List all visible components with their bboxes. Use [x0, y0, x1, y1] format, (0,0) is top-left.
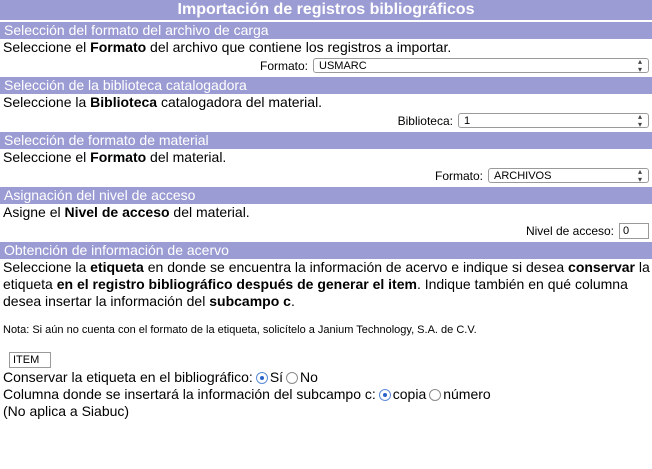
- desc-text: la etiqueta: [3, 259, 650, 292]
- file-format-select[interactable]: [313, 58, 649, 73]
- desc-bold: Formato: [90, 149, 147, 165]
- library-label: Biblioteca:: [397, 113, 453, 128]
- access-level-label: Nivel de acceso:: [525, 223, 614, 238]
- keep-tag-label: Conservar la etiqueta en el bibliográfico:: [3, 369, 253, 385]
- file-format-row: [0, 56, 652, 75]
- section-header-file-format: Selección del formato del archivo de carga: [0, 22, 652, 39]
- access-level-input[interactable]: [619, 223, 649, 239]
- desc-text: . Indique también en qué columna desea insertar la información del: [3, 276, 628, 309]
- access-level-value: 0: [623, 224, 630, 237]
- material-format-row: [0, 166, 652, 185]
- file-format-label: Formato:: [259, 58, 308, 73]
- column-copy-label: copia: [392, 386, 427, 402]
- tag-value: ITEM: [13, 354, 40, 366]
- column-number-label: número: [443, 386, 491, 402]
- select-arrows-icon: ▴ ▾: [637, 56, 642, 74]
- section-header-access-level: Asignación del nivel de acceso: [0, 187, 652, 204]
- select-arrows-icon: ▴ ▾: [637, 166, 642, 184]
- desc-text: del material.: [146, 149, 227, 165]
- keep-no-label: No: [300, 369, 318, 385]
- desc-text: Seleccione el: [3, 149, 91, 165]
- library-select[interactable]: [458, 113, 649, 128]
- tag-row: [0, 350, 652, 369]
- section-header-library: Selección de la biblioteca catalogadora: [0, 77, 652, 94]
- material-format-select[interactable]: [488, 168, 649, 183]
- file-format-value: USMARC: [319, 59, 367, 72]
- acervo-description: [0, 259, 652, 310]
- access-level-row: [0, 221, 652, 240]
- column-number-radio[interactable]: [429, 389, 441, 401]
- acervo-note: Nota: Si aún no cuenta con el formato de la etiqueta, solicítelo a Janium Technology, S.A. de C.V.: [3, 324, 477, 336]
- section-header-material-format: Selección de formato de material: [0, 132, 652, 149]
- desc-text: .: [290, 293, 295, 309]
- keep-yes-radio[interactable]: [256, 372, 268, 384]
- section-desc-file-format: [0, 39, 652, 56]
- desc-bold: en el registro bibliográfico después de generar el item: [56, 276, 417, 292]
- material-format-value: ARCHIVOS: [494, 169, 552, 182]
- library-value: 1: [464, 114, 471, 127]
- section-header-acervo: Obtención de información de acervo: [0, 242, 652, 259]
- desc-bold: Formato: [90, 39, 147, 55]
- keep-no-radio[interactable]: [286, 372, 298, 384]
- siabuc-note: (No aplica a Siabuc): [3, 403, 130, 419]
- desc-text: catalogadora del material.: [157, 94, 323, 110]
- page-title: Importación de registros bibliográficos: [0, 0, 652, 20]
- desc-text: Seleccione el: [3, 39, 91, 55]
- desc-bold: etiqueta: [90, 259, 144, 275]
- desc-text: del material.: [169, 204, 250, 220]
- desc-text: del archivo que contiene los registros a importar.: [146, 39, 452, 55]
- library-row: [0, 111, 652, 130]
- desc-bold: Nivel de acceso: [64, 204, 170, 220]
- keep-yes-label: Sí: [269, 369, 284, 385]
- section-desc-material-format: [0, 149, 652, 166]
- desc-bold: subcampo c: [209, 293, 291, 309]
- desc-text: Asigne el: [3, 204, 65, 220]
- select-arrows-icon: ▴ ▾: [637, 111, 642, 129]
- tag-input[interactable]: [9, 352, 51, 368]
- section-desc-access-level: [0, 204, 652, 221]
- column-copy-radio[interactable]: [379, 389, 391, 401]
- column-row: [0, 386, 652, 403]
- desc-text: Seleccione la: [3, 94, 91, 110]
- column-label: Columna donde se insertará la información del subcampo c:: [3, 386, 376, 402]
- section-desc-library: [0, 94, 652, 111]
- desc-text: Seleccione la: [3, 259, 91, 275]
- material-format-label: Formato:: [434, 168, 483, 183]
- desc-text: en donde se encuentra la información de acervo e indique si desea: [143, 259, 569, 275]
- desc-bold: conservar: [568, 259, 635, 275]
- keep-tag-row: [0, 369, 652, 386]
- desc-bold: Biblioteca: [90, 94, 158, 110]
